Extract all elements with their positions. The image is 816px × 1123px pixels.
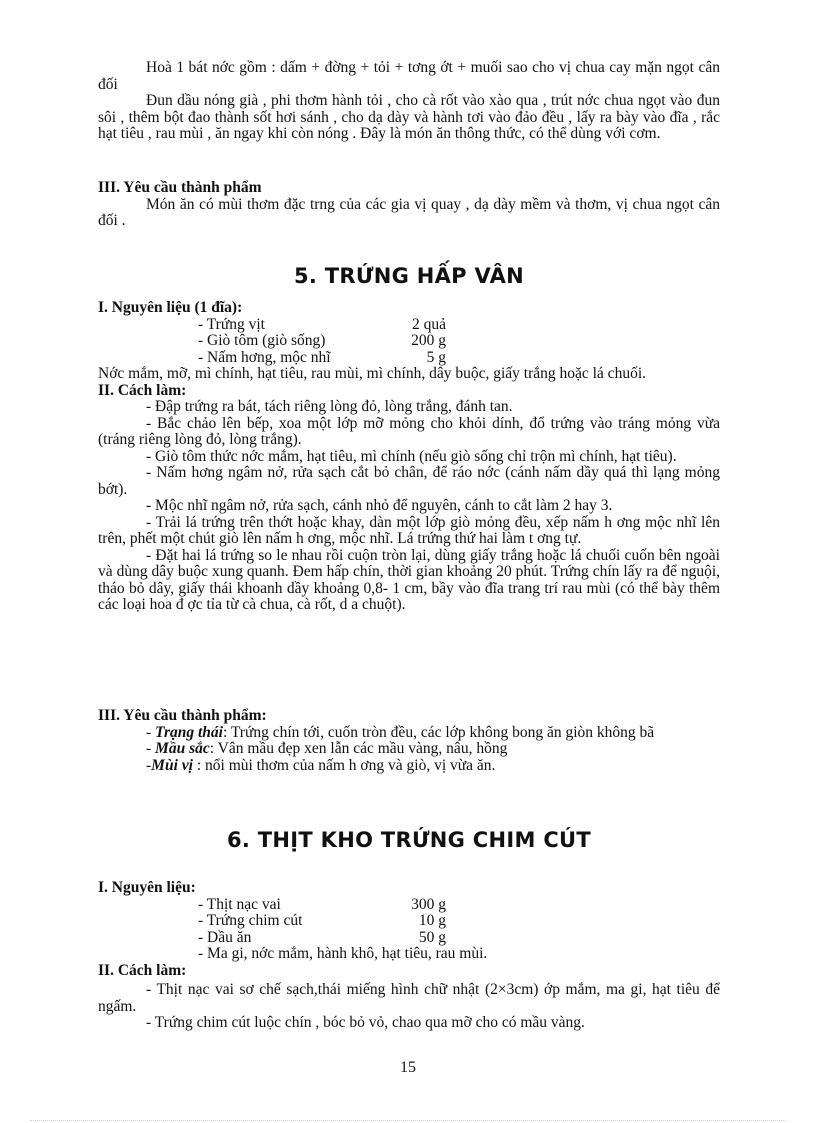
- ingredient-row: [98, 913, 720, 930]
- ingredient-row: [98, 930, 720, 947]
- recipe5-step: - Bắc chảo lên bếp, xoa một lớp mỡ mỏng cho khỏi dính, đổ trứng vào tráng mỏng vừa (tráng riêng lòng đỏ, lòng trắng).: [98, 414, 720, 448]
- top-section: [98, 60, 720, 143]
- ingredient-name: - Nấm hơng, mộc nhĩ: [198, 348, 331, 366]
- recipe5-step: - Đặt hai lá trứng so le nhau rồi cuộn tròn lại, dùng giấy trắng hoặc lá chuối cuốn bên ngoài và dùng dây buộc xung quanh. Đem hấp chín, thời gian khoảng 20 phút. Trứng chín lấy ra để nguội, tháo bỏ dây, giấy thái khoanh dầy khoảng 0,8- 1 cm, bầy vào đĩa trang trí rau mùi (có thể bày thêm các loại hoa đ ợc tỉa từ cà chua, cà rốt, d a chuột).: [98, 546, 720, 613]
- ingredient-qty: 2 quả: [411, 315, 446, 333]
- recipe6-body: [98, 880, 720, 1032]
- result-item: - Trạng thái: Trứng chín tới, cuốn tròn đều, các lớp không bong ăn giòn không bã: [146, 723, 655, 741]
- result-text: Món ăn có mùi thơm đặc trng của các gia vị quay , dạ dày mềm và thơm, vị chua ngọt cân đối .: [98, 195, 720, 229]
- top-result-section: [98, 180, 720, 230]
- recipe6-title-wrap: [98, 828, 720, 852]
- recipe5-body: [98, 300, 720, 614]
- ingredient-qty: 300 g: [411, 895, 446, 913]
- ingredient-row: [98, 946, 720, 963]
- recipe5-step: - Đập trứng ra bát, tách riêng lòng đỏ, lòng trắng, đánh tan.: [146, 398, 513, 415]
- recipe5-title: 5. TRỨNG HẤP VÂN: [293, 264, 525, 288]
- ingredient-row: [98, 350, 720, 367]
- result-label: Mùi vị: [151, 756, 193, 774]
- result-text: : nổi mùi thơm của nấm h ơng và giò, vị vừa ăn.: [192, 756, 496, 774]
- recipe6-ingredients-heading: I. Nguyên liệu:: [98, 879, 196, 896]
- ingredient-row: [98, 317, 720, 334]
- recipe5-ingredients-heading: I. Nguyên liệu (1 đĩa):: [98, 299, 243, 316]
- ingredient-qty: 200 g: [411, 332, 446, 349]
- recipe5-result-section: [98, 708, 720, 774]
- result-text: : Trứng chín tới, cuốn tròn đều, các lớp không bong ăn giòn không bã: [222, 723, 655, 741]
- result-item: -Mùi vị : nổi mùi thơm của nấm h ơng và giò, vị vừa ăn.: [146, 756, 496, 774]
- ingredient-row: [98, 897, 720, 914]
- recipe6-step: - Thịt nạc vai sơ chế sạch,thái miếng hình chữ nhật (2×3cm) ớp mắm, ma gi, hạt tiêu để ngấm.: [98, 981, 720, 1015]
- result-item: - Mầu sắc: Vân mầu đẹp xen lẫn các mầu vàng, nâu, hồng: [146, 740, 508, 757]
- ingredient-name: - Dầu ăn: [198, 928, 252, 946]
- ingredient-name: - Trứng chim cút: [198, 912, 303, 929]
- ingredient-name: - Giò tôm (giò sống): [198, 332, 326, 349]
- recipe5-title-wrap: [98, 264, 720, 288]
- ingredient-row: [98, 333, 720, 350]
- recipe6-method-heading: II. Cách làm:: [98, 961, 187, 979]
- recipe5-step: - Nấm hơng ngâm nở, rửa sạch cắt bỏ chân, để ráo nớc (cánh nấm dầy quá thì lạng mỏng bớt).: [98, 464, 720, 498]
- page-number: 15: [400, 1059, 416, 1076]
- ingredient-qty: 10 g: [418, 912, 446, 929]
- recipe6-step: - Trứng chim cút luộc chín , bóc bỏ vỏ, chao qua mỡ cho có mầu vàng.: [146, 1014, 585, 1031]
- recipe6-title: 6. THỊT KHO TRỨNG CHIM CÚT: [226, 828, 592, 852]
- recipe5-method-heading: II. Cách làm:: [98, 381, 187, 399]
- cooking-paragraph: Đun dầu nóng già , phi thơm hành tỏi , cho cà rốt vào xào qua , trút nớc chua ngọt vào đun sôi , thêm bột đao thành sốt hơi sánh , cho dạ dày và hành tơi vào đảo đều , lấy ra bày vào đĩa , rắc hạt tiêu , rau mùi , ăn ngay khi còn nóng . Đây là món ăn thông thức, có thể dùng với cơm.: [98, 92, 720, 142]
- result-label: Mầu sắc: [155, 740, 210, 757]
- recipe5-step: - Giò tôm thức nớc mắm, hạt tiêu, mì chính (nếu giò sống chỉ trộn mì chính, hạt tiêu).: [146, 447, 677, 465]
- ingredient-qty: 50 g: [418, 928, 446, 946]
- result-text: : Vân mầu đẹp xen lẫn các mầu vàng, nâu, hồng: [209, 740, 508, 757]
- sauce-paragraph: Hoà 1 bát nớc gồm : dấm + đờng + tỏi + tơng ớt + muối sao cho vị chua cay mặn ngọt cân đối: [98, 59, 720, 93]
- result-heading: III. Yêu cầu thành phẩm: [98, 179, 262, 196]
- result-label: Trạng thái: [155, 723, 223, 741]
- recipe5-result-heading: III. Yêu cầu thành phẩm:: [98, 707, 267, 724]
- page-bottom-divider: [30, 1120, 786, 1121]
- ingredient-name: - Ma gi, nớc mắm, hành khô, hạt tiêu, rau mùi.: [198, 945, 488, 962]
- recipe5-ingredients-extra: Nớc mắm, mỡ, mì chính, hạt tiêu, rau mùi, mì chính, dây buộc, giấy trắng hoặc lá chuối.: [98, 365, 646, 382]
- recipe5-step: - Trải lá trứng trên thớt hoặc khay, dàn một lớp giò mỏng đều, xếp nấm h ơng mộc nhĩ lên trên, phết một chút giò lên nấm h ơng, mộc nhĩ. Lá trứng thứ hai làm t ơng tự.: [98, 513, 720, 547]
- recipe5-step: - Mộc nhĩ ngâm nở, rửa sạch, cánh nhỏ để nguyên, cánh to cắt làm 2 hay 3.: [146, 497, 613, 514]
- ingredient-name: - Trứng vịt: [198, 315, 265, 333]
- ingredient-name: - Thịt nạc vai: [198, 895, 281, 913]
- ingredient-qty: 5 g: [426, 348, 446, 366]
